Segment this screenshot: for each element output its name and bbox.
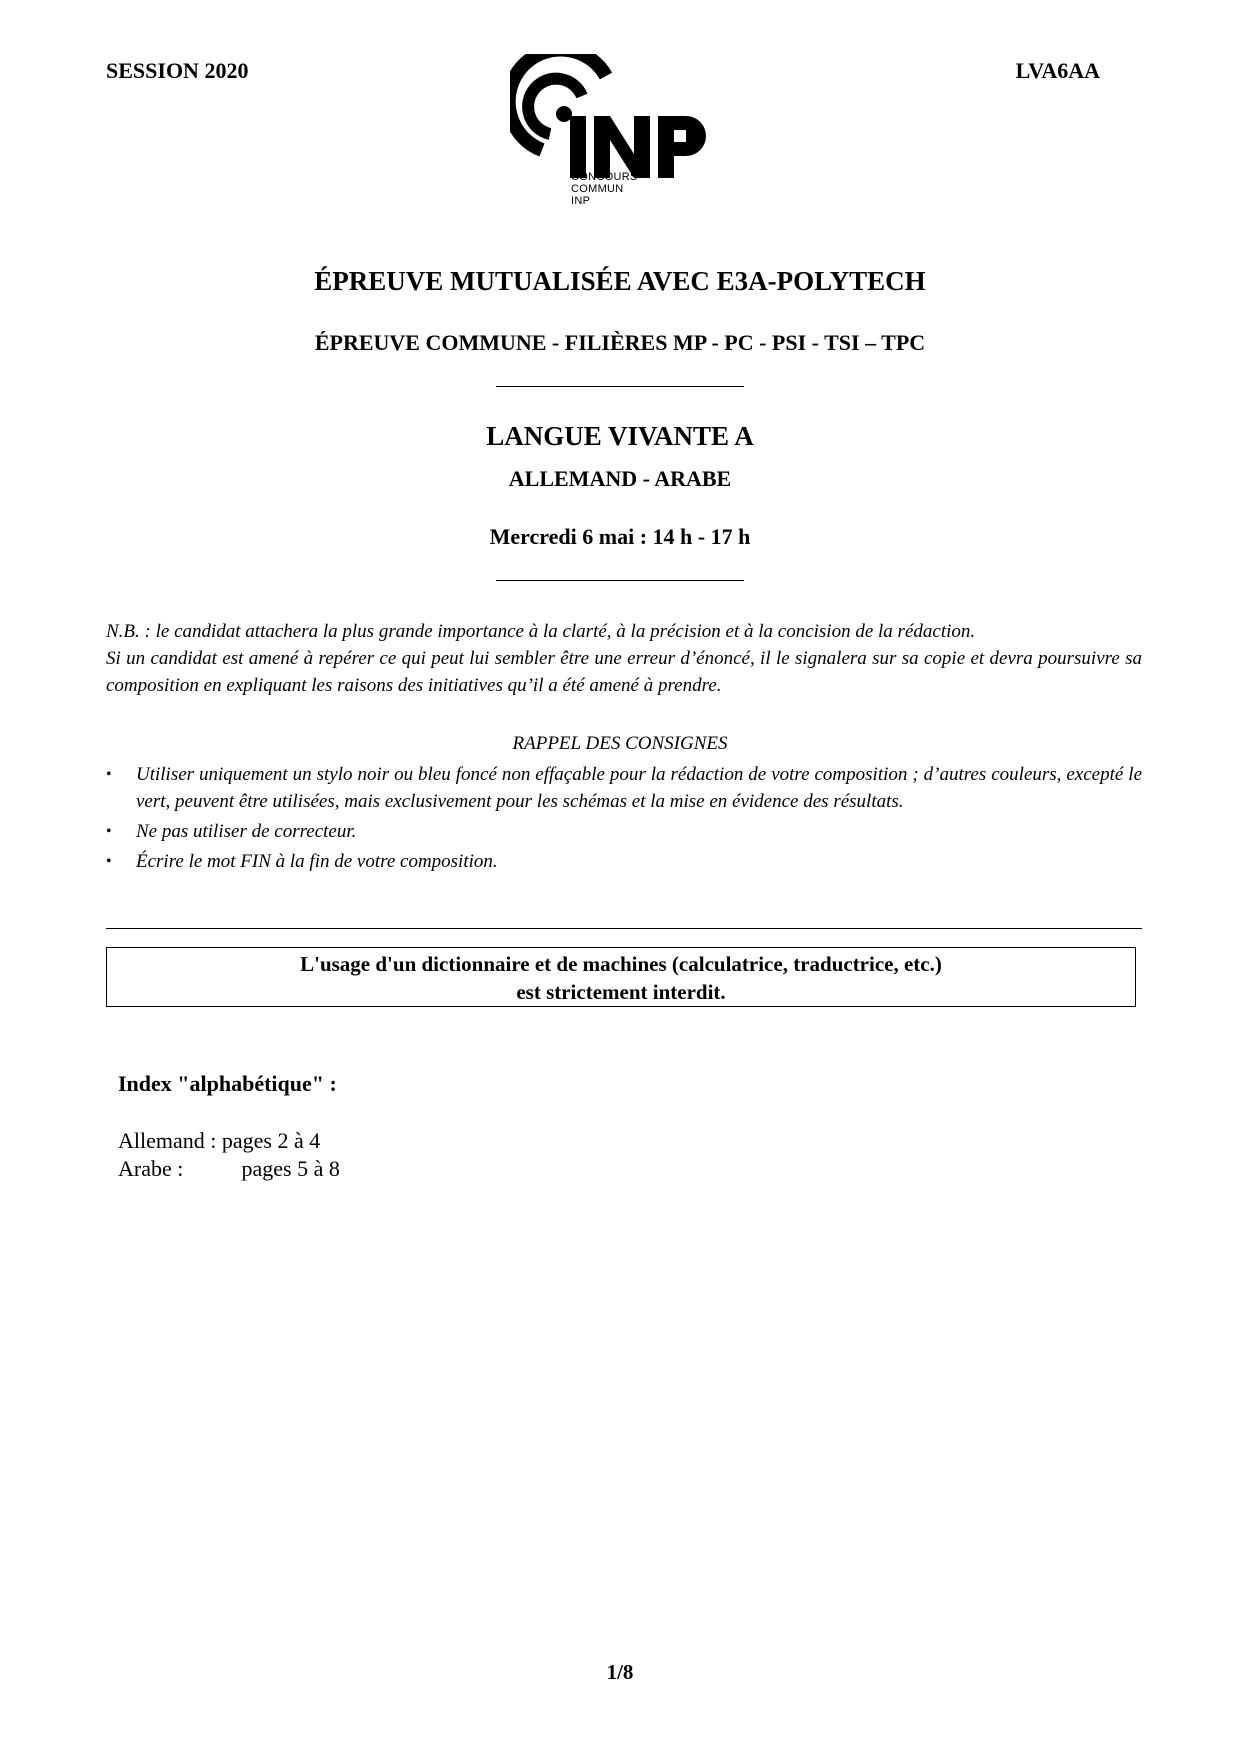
list-item: • Ne pas utiliser de correcteur.	[106, 818, 1142, 845]
exam-code: LVA6AA	[1015, 58, 1100, 83]
index-entry-pages: pages 5 à 8	[241, 1156, 340, 1181]
title-epreuve-mutualisee: ÉPREUVE MUTUALISÉE AVEC E3A-POLYTECH	[314, 266, 926, 296]
full-separator-line	[106, 928, 1142, 929]
index-entry-label: Allemand :	[118, 1128, 217, 1153]
bullet-icon: •	[106, 766, 112, 783]
index-entry-arabe	[118, 1156, 340, 1182]
logo-text-inp: INP	[571, 195, 591, 207]
session-label: SESSION 2020	[106, 58, 249, 83]
list-item: • Écrire le mot FIN à la fin de votre composition.	[106, 848, 1142, 875]
index-entry-allemand	[118, 1128, 320, 1154]
page-number: 1/8	[606, 1660, 634, 1684]
bullet-icon: •	[106, 823, 112, 840]
notice-box	[106, 947, 1136, 1007]
logo-text-commun: COMMUN	[571, 183, 624, 195]
separator-line	[496, 386, 744, 387]
notice-line-1: L'usage d'un dictionnaire et de machines (calculatrice, traductrice, etc.)	[300, 952, 942, 976]
index-entry-pages: pages 2 à 4	[221, 1128, 321, 1153]
index-entry-label: Arabe :	[118, 1156, 184, 1181]
consignes-list	[106, 761, 1142, 878]
logo-text-concours: CONCOURS	[571, 171, 638, 183]
index-title: Index "alphabétique" :	[118, 1071, 337, 1096]
nb-paragraph	[106, 618, 1142, 699]
exam-date: Mercredi 6 mai : 14 h - 17 h	[489, 524, 751, 549]
nb-line-2: Si un candidat est amené à repérer ce qui peut lui sembler être une erreur d’énoncé, il le signalera sur sa copie et devra poursuivre sa composition en expliquant les raisons des initiatives qu’il a été amené à prendre.	[106, 648, 1142, 696]
title-epreuve-commune: ÉPREUVE COMMUNE - FILIÈRES MP - PC - PSI - TSI – TPC	[314, 330, 926, 355]
title-langue: LANGUE VIVANTE A	[486, 421, 754, 451]
consignes-title: RAPPEL DES CONSIGNES	[512, 733, 728, 754]
list-item: • Utiliser uniquement un stylo noir ou bleu foncé non effaçable pour la rédaction de votre composition ; d’autres couleurs, excepté le vert, peuvent être utilisées, mais exclusivement pour les schémas et la mise en évidence des résultats.	[106, 761, 1142, 815]
title-langues: ALLEMAND - ARABE	[508, 466, 732, 491]
nb-line-1: N.B. : le candidat attachera la plus grande importance à la clarté, à la précision et à la concision de la rédaction.	[106, 621, 976, 642]
bullet-icon: •	[106, 853, 112, 870]
separator-line	[496, 580, 744, 581]
notice-line-2: est strictement interdit.	[516, 980, 726, 1004]
